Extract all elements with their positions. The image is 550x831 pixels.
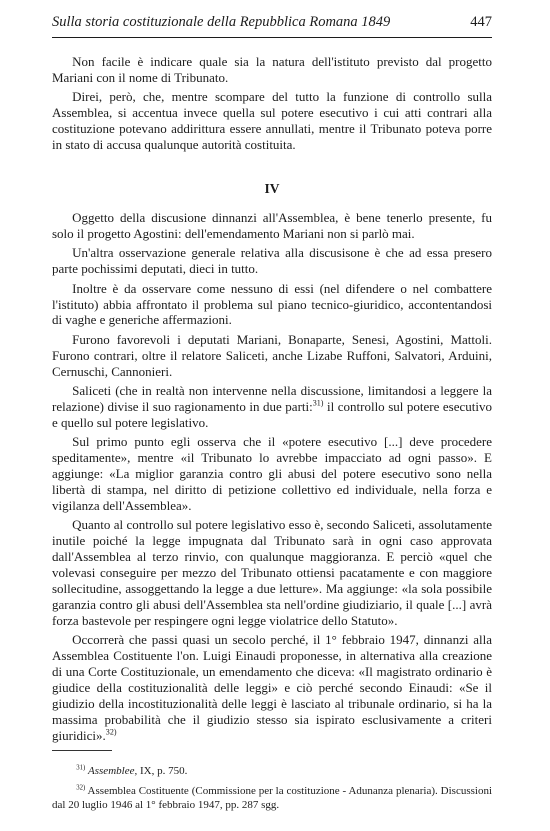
paragraph-text: Occorrerà che passi quasi un secolo perché, il 1° febbraio 1947, dinnanzi alla Assemblea Costituente l'on. Luigi Einaudi proponesse, in alternativa alla creazione di una Corte Costituzionale, un emendamento che diceva: «Il magistrato ordinario è giudice della costituzionalità delle leggi» e ciò perché secondo Einaudi: «Se il giudizio della incostituzionalità delle leggi è lasciato al tribunale ordinario, si ha la massima probabilità che il giudizio stesso sia ispirato esclusivamente a criteri giuridici». bbox=[52, 632, 492, 743]
paragraph: Un'altra osservazione generale relativa alla discusisone è che ad essa presero parte pochissimi deputati, dieci in tutto. bbox=[52, 245, 492, 277]
paragraph-text: Saliceti (che in realtà non intervenne nella discussione, limitandosi a leggere la relazione) divise il suo ragionamento in due parti: bbox=[52, 383, 492, 414]
page-number: 447 bbox=[470, 14, 492, 30]
intro-text bbox=[52, 54, 492, 153]
footnote-italic: Assemblee, bbox=[88, 765, 138, 777]
footnotes bbox=[52, 764, 492, 813]
paragraph: Quanto al controllo sul potere legislativo esso è, secondo Saliceti, assolutamente inutile poiché la legge impugnata dal Tribunato sarà in ogni caso approvata dall'Assemblea al terzo rinvio, con qualunque maggioranza. E perciò «quel che volevasi conseguire per mezzo del Tribunato ottiensi pacatamente e con maggiore sollecitudine, assoggettando la legge a due letture». Ma aggiunge: «la sola possibile garanzia contro gli abusi dell'Assemblea sta nell'ordine giudiziario, il quale [...] avrà forza bastevole per respingere ogni legge violatrice dello Statuto». bbox=[52, 517, 492, 628]
paragraph bbox=[52, 383, 492, 431]
running-header bbox=[52, 14, 492, 31]
paragraph bbox=[52, 632, 492, 743]
paragraph: Inoltre è da osservare come nessuno di essi (nel difendere o nel combattere l'istituto) abbia affrontato il problema sul piano tecnico-giuridico, accontentandosi di vaghe e generiche affermazioni. bbox=[52, 280, 492, 328]
running-title: Sulla storia costituzionale della Repubblica Romana 1849 bbox=[52, 14, 391, 30]
section-heading: IV bbox=[264, 181, 280, 196]
footnote bbox=[52, 764, 492, 779]
section-text bbox=[52, 210, 492, 744]
paragraph-text: il controllo sul potere esecutivo e quello sul potere legislativo. bbox=[52, 398, 492, 430]
paragraph: Sul primo punto egli osserva che il «potere esecutivo [...] deve procedere speditamente», mentre «il Tribunato lo avrebbe impacciato ad ogni passo». E aggiunge: «La miglior garanzia contro gli abusi del potere esecutivo sono nella libertà di stampa, nel diritto di petizione collettivo ed individuale, nella forza e vigilanza dell'Assemblea». bbox=[52, 434, 492, 513]
header-rule bbox=[52, 37, 492, 38]
footnote-ref: 32) bbox=[105, 727, 117, 737]
footnote bbox=[52, 784, 492, 813]
footnote-mark: 31) bbox=[76, 764, 86, 772]
footnote-mark: 32) bbox=[76, 783, 86, 791]
footnote-rule bbox=[52, 750, 112, 751]
paragraph: Furono favorevoli i deputati Mariani, Bonaparte, Senesi, Agostini, Mattoli. Furono contrari, oltre il relatore Saliceti, anche Lizabe Ruffoni, Salvatori, Arduini, Cernuschi, Cannonieri. bbox=[52, 331, 492, 379]
paragraph: Oggetto della discusione dinnanzi all'Assemblea, è bene tenerlo presente, fu solo il progetto Agostini: dell'emendamento Mariani non si parlò mai. bbox=[52, 210, 492, 241]
footnote-text: Assemblea Costituente (Commissione per la costituzione - Adunanza plenaria). Discussioni dal 20 luglio 1946 al 1° febbraio 1947, pp. 287 sgg. bbox=[52, 784, 492, 811]
footnote-text: IX, p. 750. bbox=[137, 765, 188, 777]
footnote-ref: 31) bbox=[312, 398, 324, 408]
paragraph: Direi, però, che, mentre scompare del tutto la funzione di controllo sulla Assemblea, si accentua invece quella sul potere esecutivo i cui atti contrari alla costituzione potevano addirittura essere annullati, mentre il Tribunato poteva porre in stato di accusa qualunque autorità costituita. bbox=[52, 89, 492, 153]
paragraph: Non facile è indicare quale sia la natura dell'istituto previsto dal progetto Mariani con il nome di Tribunato. bbox=[52, 54, 492, 85]
